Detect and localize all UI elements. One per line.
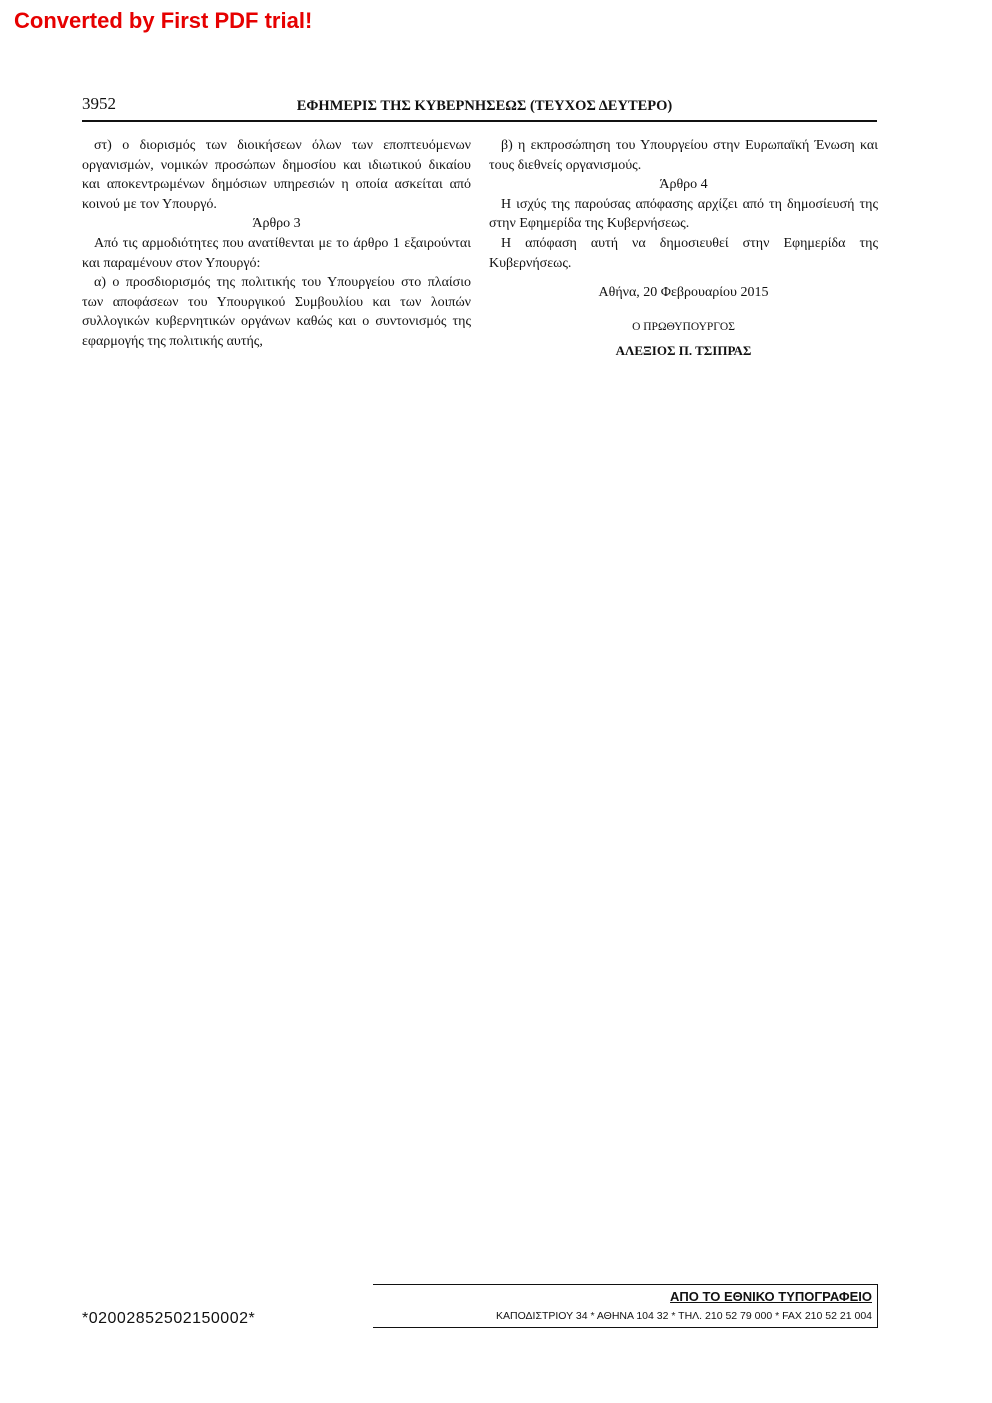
signing-date: Αθήνα, 20 Φεβρουαρίου 2015 bbox=[598, 285, 769, 301]
publication-order: Η απόφαση αυτή να δημοσιευθεί στην Εφημερίδα της Κυβερνήσεως. bbox=[489, 235, 878, 271]
article-3-intro: Από τις αρμοδιότητες που ανατίθενται με το άρθρο 1 εξαιρούνται και παραμένουν στον Υπουργό: bbox=[82, 235, 471, 271]
printer-address: ΚΑΠΟΔΙΣΤΡΙΟΥ 34 * ΑΘΗΝΑ 104 32 * ΤΗΛ. 210 52 79 000 * FAX 210 52 21 004 bbox=[496, 1310, 872, 1322]
signer-role: Ο ΠΡΩΘΥΠΟΥΡΓΟΣ bbox=[632, 320, 735, 333]
article-4-heading: Άρθρο 4 bbox=[659, 177, 708, 193]
clause-st: στ) ο διορισμός των διοικήσεων όλων των εποπτευόμενων οργανισμών, νομικών προσώπων δημοσίου και ιδιωτικού δικαίου και αποκεντρωμένων δημόσιων υπηρεσιών η οποία ασκείται από κοινού με τον Υπουργό. bbox=[82, 138, 471, 212]
right-column bbox=[489, 136, 878, 361]
printer-name: ΑΠΟ ΤΟ ΕΘΝΙΚΟ ΤΥΠΟΓΡΑΦΕΙΟ bbox=[670, 1289, 872, 1304]
left-column bbox=[82, 136, 471, 352]
document-barcode: *02002852502150002* bbox=[82, 1310, 256, 1327]
page-number: 3952 bbox=[82, 94, 116, 113]
printer-info-box bbox=[373, 1284, 878, 1328]
clause-a: α) ο προσδιορισμός της πολιτικής του Υπουργείου στο πλαίσιο των αποφάσεων του Υπουργικού Συμβουλίου και των λοιπών συλλογικών κυβερνητικών οργάνων καθώς και ο συντονισμός της εφαρμογής της πολιτικής αυτής, bbox=[82, 275, 471, 349]
page-header bbox=[82, 92, 877, 122]
clause-b: β) η εκπροσώπηση του Υπουργείου στην Ευρωπαϊκή Ένωση και τους διεθνείς οργανισμούς. bbox=[489, 138, 878, 173]
article-3-heading: Άρθρο 3 bbox=[252, 216, 301, 232]
journal-title: ΕΦΗΜΕΡΙΣ ΤΗΣ ΚΥΒΕΡΝΗΣΕΩΣ (ΤΕΥΧΟΣ ΔΕΥΤΕΡΟ) bbox=[296, 98, 673, 114]
signer-name: ΑΛΕΞΙΟΣ Π. ΤΣΙΠΡΑΣ bbox=[615, 343, 752, 359]
trial-watermark: Converted by First PDF trial! bbox=[14, 8, 313, 33]
article-4-text: Η ισχύς της παρούσας απόφασης αρχίζει από τη δημοσίευσή της στην Εφημερίδα της Κυβερνήσεως. bbox=[489, 196, 878, 232]
